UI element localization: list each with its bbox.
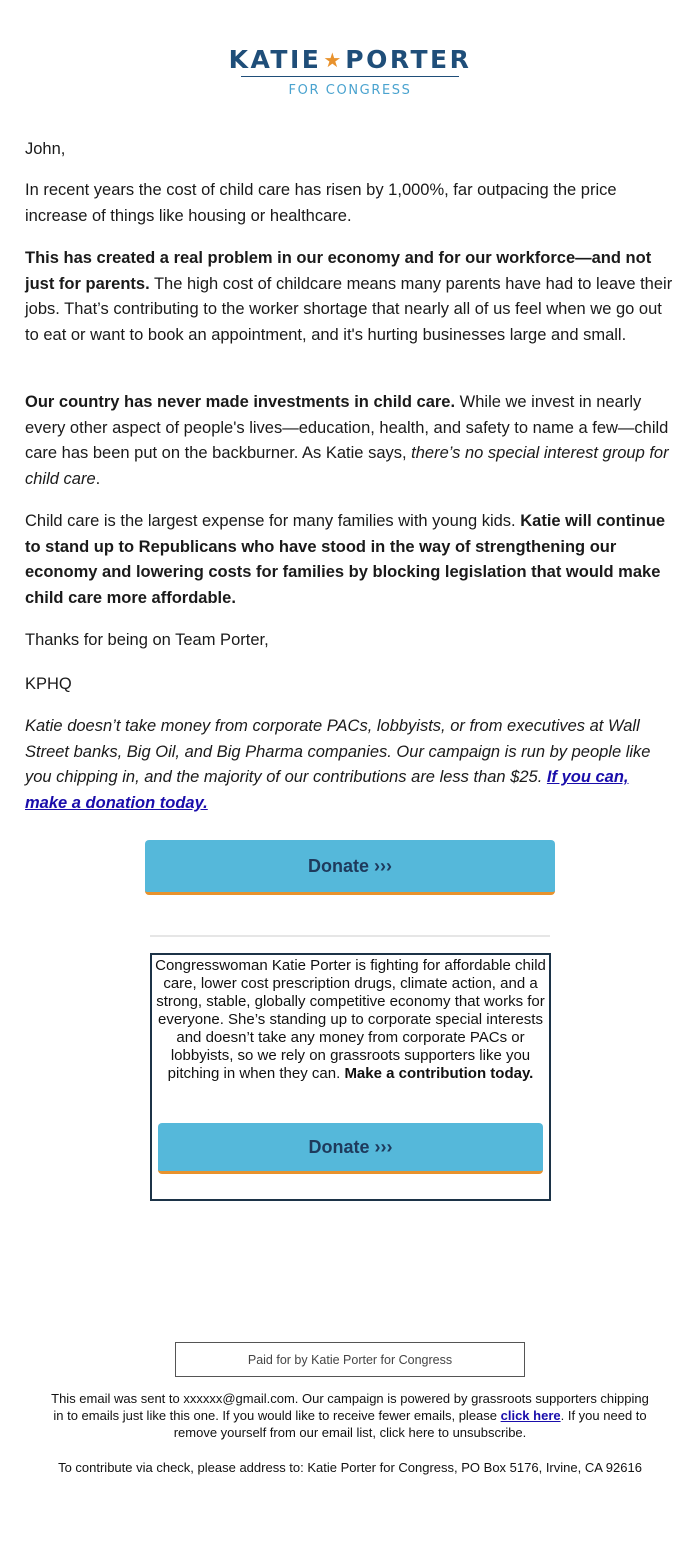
paragraph-largest-expense: Child care is the largest expense for many families with young kids. Katie will continue to stand up to Republicans who have stood in the way of strengthening our economy and lowering costs for families by blocking legislation that would make child care more affordable. xyxy=(25,512,666,607)
paragraph-economy-problem: This has created a real problem in our economy and for our workforce—and not just for parents. The high cost of childcare means many parents have had to leave their jobs. That’s contributing to the worker shortage that nearly all of us feel when we go out to eat or want to book an appointment, and it's hurting businesses large and small. xyxy=(25,249,673,344)
paragraph-bold-statement: Katie will continue to stand up to Republicans who have stood in the way of strengthening our economy and lowering costs for families by blocking legislation that would make child care more affordable. xyxy=(25,512,666,607)
katie-quote: there’s no special interest group for child care xyxy=(25,444,669,488)
logo-subtitle: FOR CONGRESS xyxy=(288,83,412,98)
logo-divider xyxy=(241,76,459,77)
logo-first-name: KATIE xyxy=(228,45,322,74)
funding-disclaimer: Katie doesn’t take money from corporate PACs, lobbyists, or from executives at Wall Street banks, Big Oil, and Big Pharma companies. Our campaign is run by people like you chipping in, and the majority of our contributions are less than $25. If you can, make a donation today. xyxy=(25,717,651,812)
box-donate-button[interactable]: Donate ››› xyxy=(158,1123,543,1174)
donate-button[interactable]: Donate ››› xyxy=(145,840,555,895)
paragraph-cost-rise: In recent years the cost of child care has risen by 1,000%, far outpacing the price increase of things like housing or healthcare. xyxy=(25,181,617,225)
paragraph-bold-lead: Our country has never made investments in child care. xyxy=(25,393,456,411)
contribution-box-text: Congresswoman Katie Porter is fighting for affordable child care, lower cost prescription drugs, climate action, and a strong, stable, globally competitive economy that works for everyone. She’s standing up to corporate special interests and doesn’t take any money from corporate PACs or lobbyists, so we rely on grassroots supporters like you pitching in when they can. Make a contribution today. xyxy=(155,957,546,1082)
paid-for-notice: Paid for by Katie Porter for Congress xyxy=(175,1342,525,1377)
signature: KPHQ xyxy=(25,675,72,693)
footer-unsubscribe-text: This email was sent to xxxxxx@gmail.com. Our campaign is powered by grassroots supporters chipping in to emails just like this one. If you would like to receive fewer emails, please click here. If you need to remove yourself from our email list, click here to unsubscribe. xyxy=(51,1391,649,1440)
logo-last-name: PORTER xyxy=(345,45,472,74)
star-icon: ★ xyxy=(323,48,342,72)
paragraph-bold-lead: This has created a real problem in our economy and for our workforce—and not just for parents. xyxy=(25,249,652,293)
contribution-box xyxy=(150,953,551,1201)
paragraph-investments: Our country has never made investments in child care. While we invest in nearly every other aspect of people's lives—education, health, and safety to name a few—child care has been put on the backburner. As Katie says, there’s no special interest group for child care. xyxy=(25,393,669,488)
campaign-logo xyxy=(0,46,700,98)
section-divider xyxy=(150,935,550,937)
signoff: Thanks for being on Team Porter, xyxy=(25,631,269,649)
greeting: John, xyxy=(25,140,66,158)
contribution-call-to-action: Make a contribution today. xyxy=(344,1065,534,1082)
logo-wordmark xyxy=(229,46,472,74)
footer-check-address: To contribute via check, please address to: Katie Porter for Congress, PO Box 5176, Irvine, CA 92616 xyxy=(58,1460,642,1475)
donate-today-link[interactable]: If you can, make a donation today. xyxy=(25,768,629,812)
fewer-emails-link[interactable]: click here xyxy=(500,1408,561,1423)
